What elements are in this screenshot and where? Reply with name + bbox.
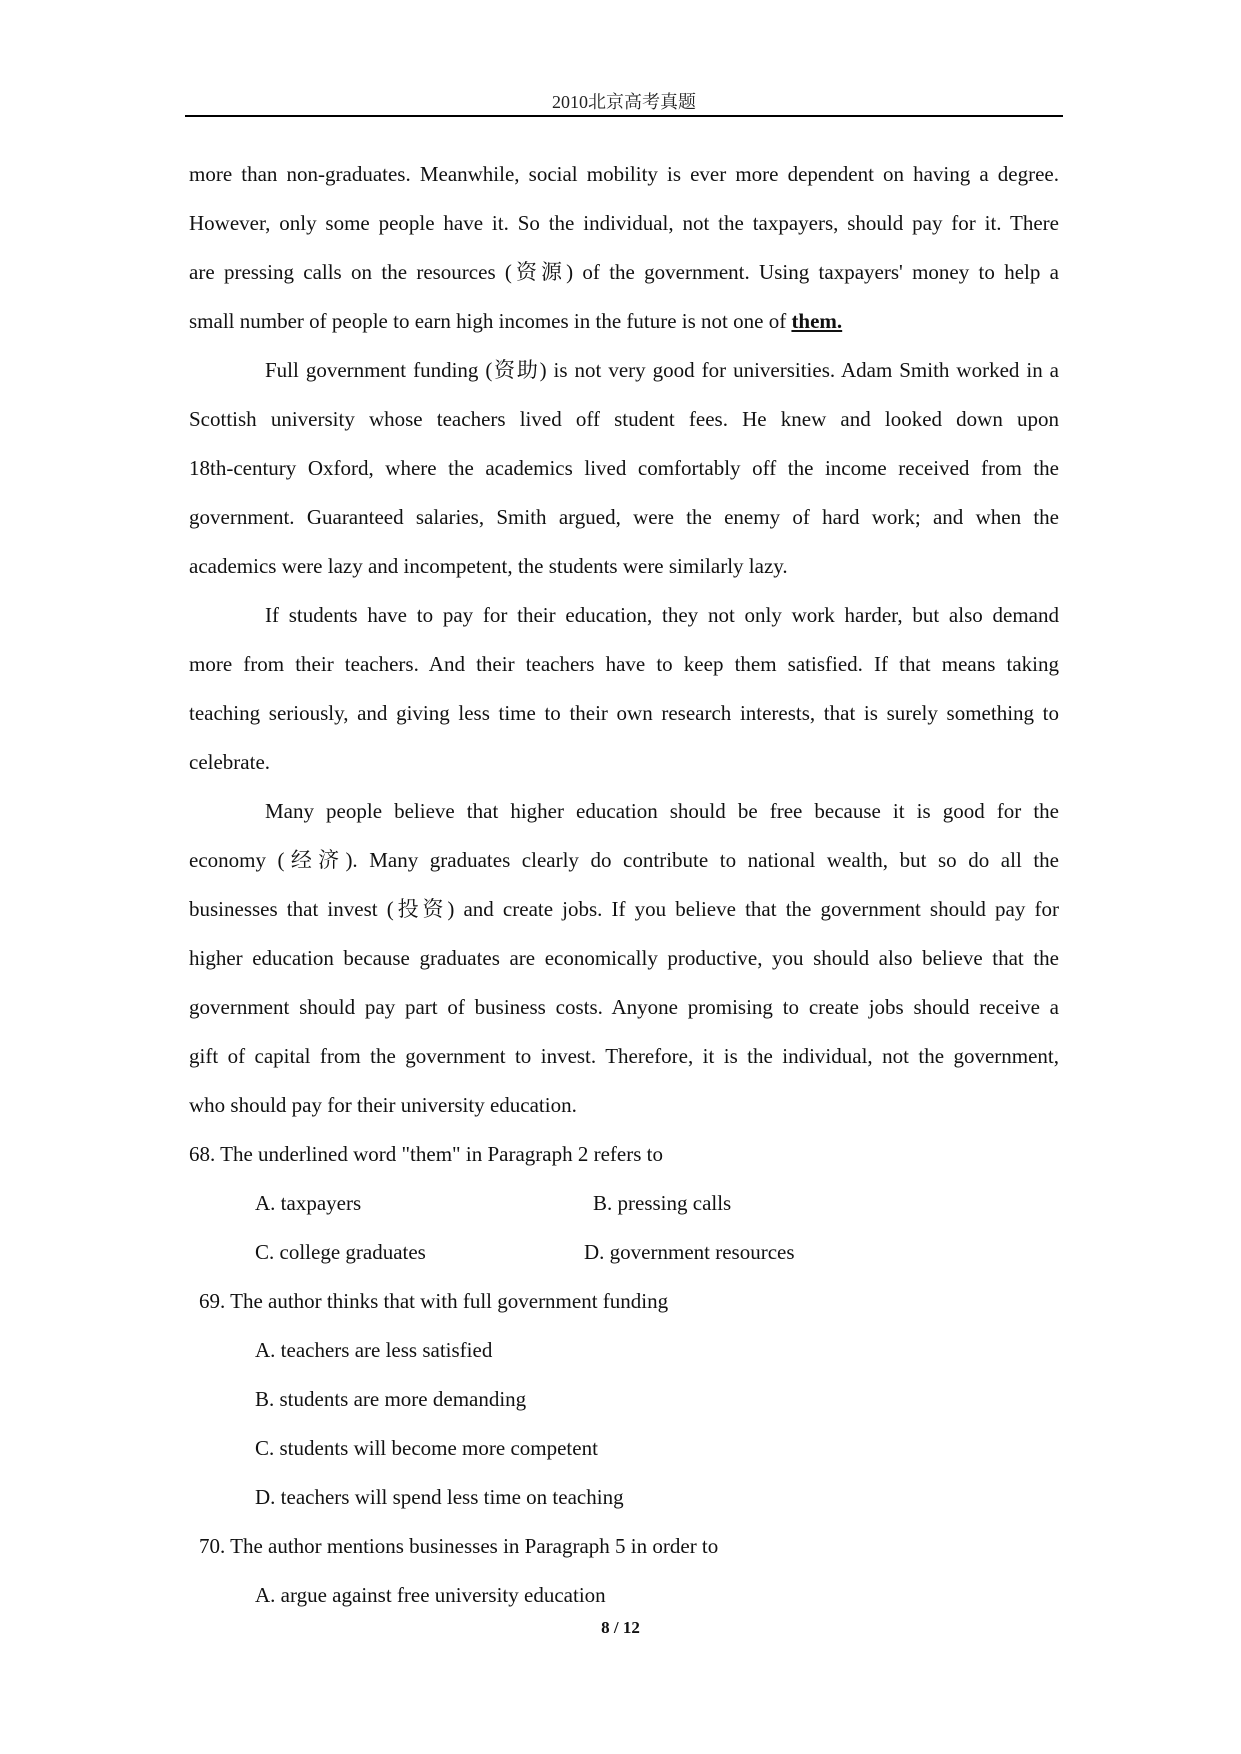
page-number: 8 / 12 — [601, 1618, 640, 1637]
text-line: more than non-graduates. Meanwhile, social mobility is ever more dependent on having a degree. — [189, 162, 1059, 186]
paragraph-2 — [189, 346, 1059, 591]
text-line: If students have to pay for their education, they not only work harder, but also demand — [265, 603, 1059, 627]
text-line: are pressing calls on the resources (资源) of the government. Using taxpayers' money to help a — [189, 260, 1059, 284]
question-68-option-c: C. college graduates — [255, 1240, 426, 1264]
text-line: However, only some people have it. So the individual, not the taxpayers, should pay for it. There — [189, 211, 1059, 235]
text-line-content: small number of people to earn high incomes in the future is not one of — [189, 309, 792, 333]
question-69-stem: 69. The author thinks that with full government funding — [199, 1289, 669, 1313]
text-line: who should pay for their university education. — [189, 1093, 577, 1117]
question-70-stem: 70. The author mentions businesses in Paragraph 5 in order to — [199, 1534, 719, 1558]
page-header: 2010北京高考真题 — [552, 92, 696, 112]
text-line: Scottish university whose teachers lived off student fees. He knew and looked down upon — [189, 407, 1059, 431]
text-line: Full government funding (资助) is not very good for universities. Adam Smith worked in a — [265, 358, 1059, 382]
underlined-word: them. — [791, 309, 843, 333]
paragraph-4 — [189, 787, 1059, 1130]
text-line: higher education because graduates are economically productive, you should also believe that the — [189, 946, 1059, 970]
text-line: businesses that invest (投资) and create jobs. If you believe that the government should pay for — [189, 897, 1059, 921]
question-69-option-a: A. teachers are less satisfied — [255, 1338, 493, 1362]
question-70-option-a: A. argue against free university education — [255, 1583, 606, 1607]
text-line: government. Guaranteed salaries, Smith argued, were the enemy of hard work; and when the — [189, 505, 1059, 529]
text-line: government should pay part of business costs. Anyone promising to create jobs should receive a — [189, 995, 1059, 1019]
text-line: celebrate. — [189, 750, 271, 774]
text-line: more from their teachers. And their teachers have to keep them satisfied. If that means taking — [189, 652, 1059, 676]
question-68-option-d: D. government resources — [584, 1240, 795, 1264]
header-rule — [185, 115, 1063, 117]
text-line: 18th-century Oxford, where the academics lived comfortably off the income received from the — [189, 456, 1059, 480]
text-line: Many people believe that higher education should be free because it is good for the — [265, 799, 1059, 823]
paragraph-1 — [189, 150, 1059, 346]
text-line: teaching seriously, and giving less time to their own research interests, that is surely something to — [189, 701, 1059, 725]
text-line: economy (经济). Many graduates clearly do contribute to national wealth, but so do all the — [189, 848, 1059, 872]
text-line: academics were lazy and incompetent, the students were similarly lazy. — [189, 554, 788, 578]
question-68-option-a: A. taxpayers — [255, 1191, 362, 1215]
question-69-option-c: C. students will become more competent — [255, 1436, 598, 1460]
text-line: gift of capital from the government to invest. Therefore, it is the individual, not the government, — [189, 1044, 1059, 1068]
question-68-stem: 68. The underlined word "them" in Paragraph 2 refers to — [189, 1142, 663, 1166]
text-line — [189, 297, 1059, 346]
paragraph-3 — [189, 591, 1059, 787]
question-69-option-b: B. students are more demanding — [255, 1387, 527, 1411]
question-69-option-d: D. teachers will spend less time on teaching — [255, 1485, 624, 1509]
question-68-option-b: B. pressing calls — [593, 1191, 732, 1215]
